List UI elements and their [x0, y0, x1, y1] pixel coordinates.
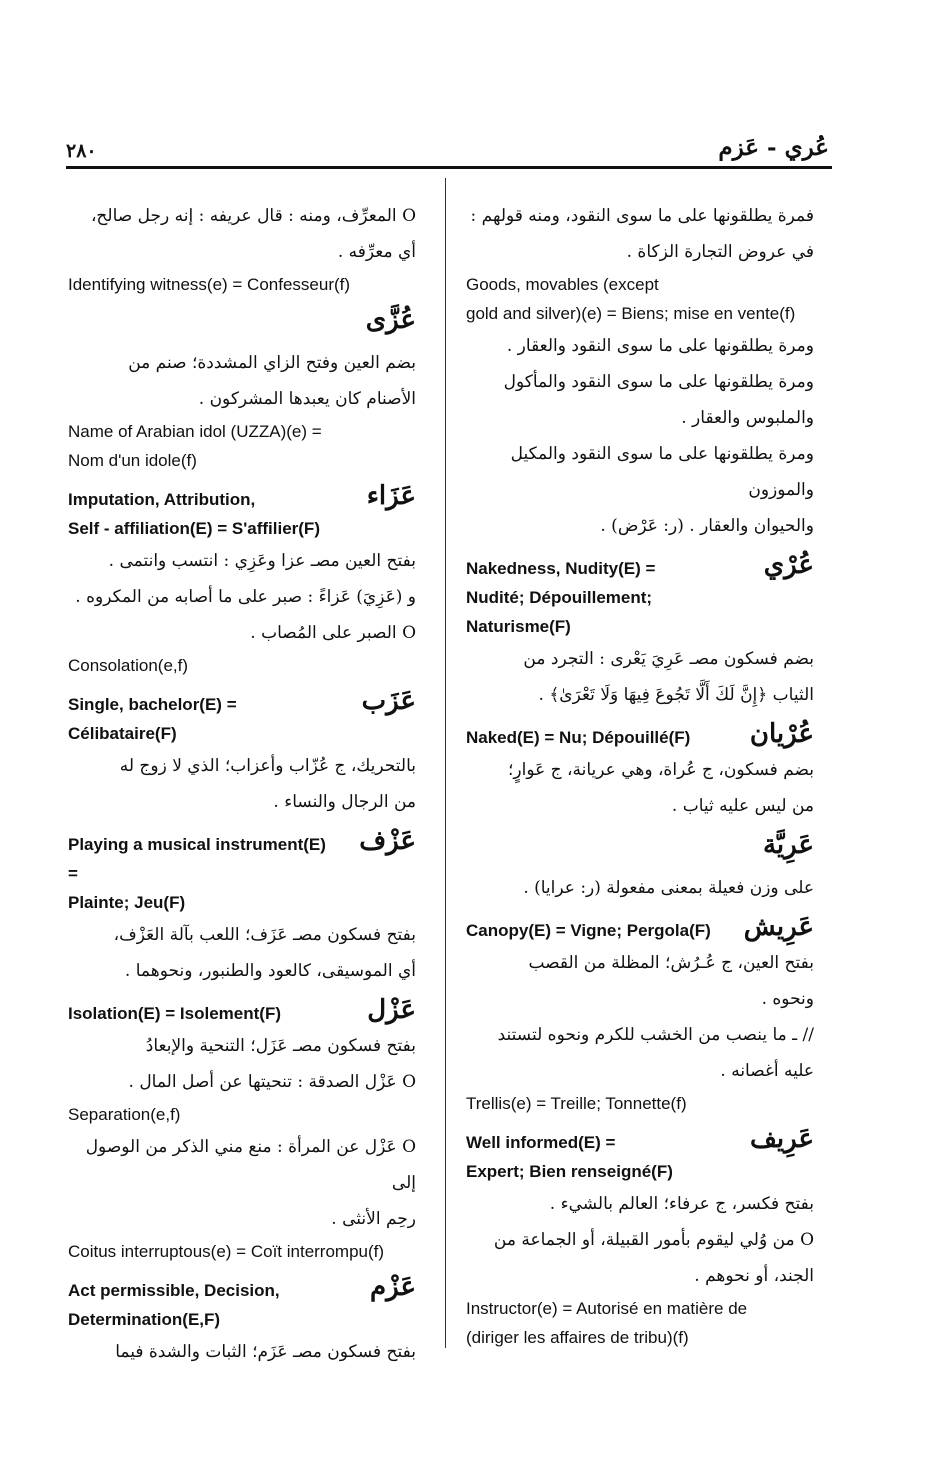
- eq-line: Naked(E) = Nu; Dépouillé(F): [466, 728, 691, 747]
- entry-imputation: [68, 481, 416, 680]
- headword: عَرِيَّة: [762, 830, 814, 860]
- ar-line: عليه أغصانه .: [720, 1061, 814, 1081]
- ar-line: ومرة يطلقونها على ما سوى النقود والعقار .: [506, 336, 814, 356]
- en-line: Trellis(e) = Treille; Tonnette(f): [466, 1094, 687, 1113]
- ar-line: بضم فسكون، ج عُراة، وهي عريانة، ج عَوارٍ؛: [507, 760, 814, 780]
- ar-line: والحيوان والعقار . (ر: عَرْض) .: [600, 516, 814, 536]
- ar-line: الأصنام كان يعبدها المشركون .: [198, 389, 416, 409]
- entry-decision: [68, 1272, 416, 1370]
- ar-line: O عَزْل عن المرأة : منع مني الذكر من الوصول إلى: [85, 1137, 416, 1193]
- ar-line: بضم فسكون مصـ عَرِيَ يَعْرى : التجرد من: [523, 649, 814, 669]
- ar-line: و (عَزِيَ) عَزاءً : صبر على ما أصابه من المكروه .: [75, 587, 416, 607]
- ar-line: O عَزْل الصدقة : تنحيتها عن أصل المال .: [128, 1072, 416, 1092]
- headword: عَزَب: [361, 686, 416, 716]
- eq-line: Plainte; Jeu(F): [68, 893, 186, 912]
- eq-line: Nudité; Dépouillement; Naturisme(F): [466, 588, 653, 636]
- ar-line: فمرة يطلقونها على ما سوى النقود، ومنه قولهم :: [470, 206, 814, 226]
- en-line: Nom d'un idole(f): [68, 451, 197, 470]
- ar-line: أي الموسيقى، كالعود والطنبور، ونحوهما .: [124, 961, 416, 981]
- english-french-equivalent: [466, 554, 814, 641]
- en-line: Instructor(e) = Autorisé en matière de: [466, 1299, 748, 1318]
- headword-line: [466, 830, 814, 870]
- entry-musical-instrument: [68, 826, 416, 989]
- ar-line: ومرة يطلقونها على ما سوى النقود والمكيل والموزون: [510, 444, 814, 500]
- entry-bachelor: [68, 686, 416, 820]
- ar-line: من ليس عليه ثياب .: [671, 796, 814, 816]
- en-line: gold and silver)(e) = Biens; mise en vente(f): [466, 304, 796, 323]
- eq-line: Canopy(E) = Vigne; Pergola(F): [466, 921, 711, 940]
- ar-line: على وزن فعيلة بمعنى مفعولة (ر: عرايا) .: [523, 878, 814, 898]
- ar-line: الجند، أو نحوهم .: [694, 1266, 814, 1286]
- ar-line: رحِم الأنثى .: [331, 1209, 416, 1229]
- eq-line: Expert; Bien renseigné(F): [466, 1162, 673, 1181]
- en-line: Identifying witness(e) = Confesseur(f): [68, 275, 351, 294]
- ar-line: O من وُلي ليقوم بأمور القبيلة، أو الجماعة من: [493, 1230, 814, 1250]
- headword: عَزْف: [359, 826, 416, 856]
- headword: عُزَّى: [365, 305, 416, 335]
- ar-line: والملبوس والعقار .: [681, 408, 814, 428]
- header-rule: [66, 166, 832, 169]
- left-column: [68, 198, 416, 1370]
- eq-line: Isolation(E) = Isolement(F): [68, 1004, 281, 1023]
- ar-line: بفتح العين، ج عُـرُش؛ المظلة من القصب: [528, 953, 814, 973]
- en-line: Separation(e,f): [68, 1105, 181, 1124]
- entry-canopy: [466, 912, 814, 1118]
- entry-nakedness: [466, 550, 814, 713]
- right-column: [466, 198, 814, 1352]
- eq-line: Act permissible, Decision,: [68, 1281, 280, 1300]
- ar-line: بفتح العين مصـ عزا وعَزِي : انتسب وانتمى .: [108, 551, 416, 571]
- ar-line: بالتحريك، ج عُزّاب وأعزاب؛ الذي لا زوج له: [119, 756, 416, 776]
- eq-line: Self - affiliation(E) = S'affilier(F): [68, 519, 320, 538]
- ar-line: في عروض التجارة الزكاة .: [626, 242, 814, 262]
- continuation-block: [466, 198, 814, 544]
- headword-line: [68, 305, 416, 345]
- headword: عَزْم: [370, 1272, 416, 1302]
- headword: عَزَاء: [366, 481, 416, 511]
- eq-line: Imputation, Attribution,: [68, 490, 256, 509]
- page-number: ٢٨٠: [66, 140, 97, 162]
- headword: عَرِيش: [743, 912, 814, 942]
- en-line: Consolation(e,f): [68, 656, 189, 675]
- entry-uzza: [68, 305, 416, 475]
- ar-line: بضم العين وفتح الزاي المشددة؛ صنم من: [128, 353, 416, 373]
- eq-line: Playing a musical instrument(E) =: [68, 835, 326, 883]
- english-french-equivalent: [68, 485, 416, 543]
- eq-line: Célibataire(F): [68, 724, 177, 743]
- continuation-block: [68, 198, 416, 299]
- eq-line: Nakedness, Nudity(E) =: [466, 559, 656, 578]
- en-line: Goods, movables (except: [466, 275, 659, 294]
- ar-line: O الصبر على المُصاب .: [250, 623, 416, 643]
- entry-well-informed: [466, 1124, 814, 1352]
- eq-line: Determination(E,F): [68, 1310, 221, 1329]
- ar-line: بفتح فسكون مصـ عَزَل؛ التنحية والإبعادُ: [145, 1036, 416, 1056]
- headword: عُرْي: [763, 550, 814, 580]
- headword: عُرْيان: [749, 719, 814, 749]
- entry-isolation: [68, 995, 416, 1266]
- eq-line: Single, bachelor(E) =: [68, 695, 237, 714]
- en-line: (diriger les affaires de tribu)(f): [466, 1328, 689, 1347]
- headword: عَرِيف: [749, 1124, 814, 1154]
- entry-ariyya: [466, 830, 814, 906]
- eq-line: Well informed(E) =: [466, 1133, 616, 1152]
- ar-line: الثياب ﴿إِنَّ لَكَ أَلَّا تَجُوعَ فِيهَا وَلَا تَعْرَىٰ﴾ .: [538, 685, 814, 705]
- ar-line: بفتح فسكون مصـ عَزَم؛ الثبات والشدة فيما: [115, 1342, 416, 1362]
- ar-line: ونحوه .: [761, 989, 814, 1009]
- ar-line: O المعرِّف، ومنه : قال عريفه : إنه رجل صالح،: [90, 206, 416, 226]
- column-divider: [445, 178, 446, 1348]
- english-french-equivalent: [68, 1276, 416, 1334]
- en-line: Name of Arabian idol (UZZA)(e) =: [68, 422, 322, 441]
- en-line: Coitus interruptous(e) = Coït interrompu(f): [68, 1242, 385, 1261]
- running-title: عُري - عَزم: [718, 134, 829, 161]
- ar-line: // ـ ما ينصب من الخشب للكرم ونحوه لتستند: [497, 1025, 814, 1045]
- ar-line: من الرجال والنساء .: [273, 792, 416, 812]
- ar-line: ومرة يطلقونها على ما سوى النقود والمأكول: [503, 372, 814, 392]
- entry-naked: [466, 719, 814, 824]
- ar-line: بفتح فكسر، ج عرفاء؛ العالم بالشيء .: [549, 1194, 814, 1214]
- headword: عَزْل: [367, 995, 416, 1025]
- ar-line: بفتح فسكون مصـ عَزَف؛ اللعب بآلة العَزْف،: [113, 925, 416, 945]
- english-french-equivalent: [68, 999, 416, 1028]
- ar-line: أي معرِّفه .: [337, 242, 416, 262]
